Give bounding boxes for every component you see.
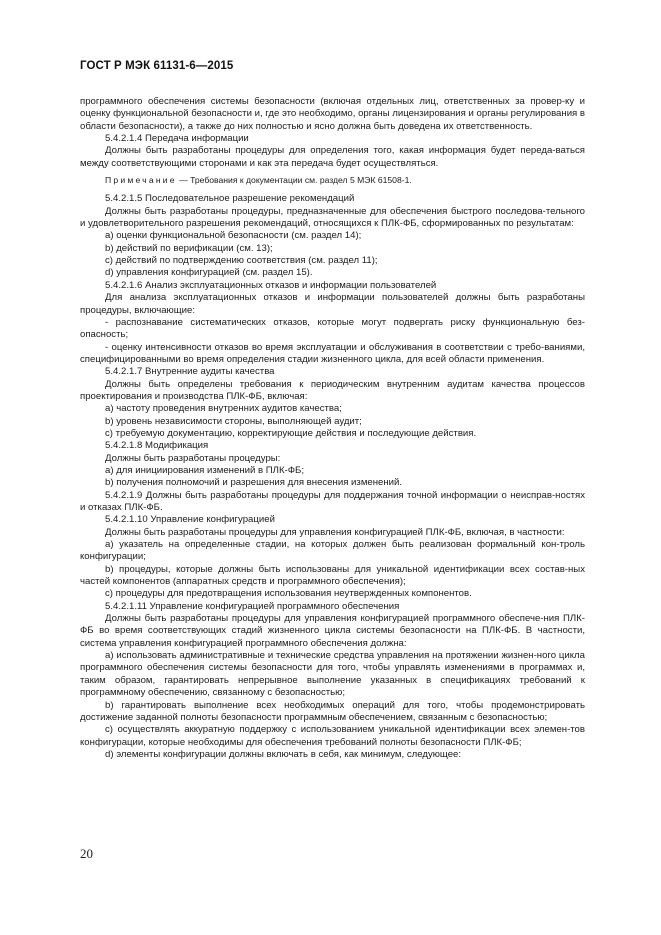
paragraph: Должны быть разработаны процедуры для управления конфигурацией ПЛК-ФБ, включая, в частности: [105,526,565,538]
list-item: a) для инициирования изменений в ПЛК-ФБ; [105,464,304,476]
list-item: c) осуществлять аккуратную поддержку с использованием уникальной идентификации всех элемен-тов конфигурации, которые необходимы для обеспечения требований полноты безопасности ПЛК-ФБ; [80,724,585,748]
paragraph: 5.4.2.1.6 Анализ эксплуатационных отказов и информации пользователей [105,279,437,291]
document-header: ГОСТ Р МЭК 61131-6—2015 [80,60,234,72]
paragraph: 5.4.2.1.9 Должны быть разработаны процедуры для поддержания точной информации о неисправ-ностях и отказах ПЛК-ФБ. [80,489,585,513]
paragraph: 5.4.2.1.7 Внутренние аудиты качества [105,366,275,378]
list-item: - оценку интенсивности отказов во время эксплуатации и обслуживания в соответствии с требо-ваниями, специфицированными во время определения стадии жизненного цикла, для всей области применения. [80,341,585,365]
list-item: a) указатель на определенные стадии, на которых должен быть реализован формальный кон-троль конфигурации; [80,539,585,563]
paragraph: Должны быть разработаны процедуры для определения того, какая информация будет переда-ваться между соответствующими сторонами и как эта передача будет осуществляться. [80,145,585,169]
list-item: a) оценки функциональной безопасности (см. раздел 14); [105,230,362,242]
paragraph: Должны быть разработаны процедуры: [105,452,281,464]
list-item: c) действий по подтверждению соответствия (см. раздел 11); [105,255,378,267]
paragraph: Должны быть разработаны процедуры для управления конфигурацией программного обеспече-ния ПЛК-ФБ во время соответствующих стадий жизненного цикла системы безопасности на ПЛК-ФБ. В частности, система управления конфигурацией программного обеспечения должна: [80,613,585,649]
paragraph: Должны быть определены требования к периодическим внутренним аудитам качества процессов проектирования и производства ПЛК-ФБ, включая: [80,378,585,402]
paragraph: Для анализа эксплуатационных отказов и информации пользователей должны быть разработаны процедуры, включающие: [80,292,585,316]
list-item: b) процедуры, которые должны быть использованы для уникальной идентификации всех состав-ных частей компонентов (аппаратных средств и программного обеспечения); [80,563,585,588]
paragraph: программного обеспечения системы безопасности (включая отдельных лиц, ответственных за провер-ку и оценку функциональной безопасности и, где это необходимо, органы лицензирования и органы регулирования в области безопасности), а также до них полностью и ясно должна быть доведена их ответственность. [80,96,586,132]
paragraph: 5.4.2.1.4 Передача информации [105,133,249,145]
page-number: 20 [80,846,93,861]
list-item: - распознавание систематических отказов, которые могут подвергать риску функциональную без-опасность; [80,316,585,341]
list-item: c) требуемую документацию, корректирующие действия и последующие действия. [105,427,477,439]
list-item: c) процедуры для предотвращения использования неутвержденных компонентов. [105,588,472,600]
paragraph: 5.4.2.1.5 Последовательное разрешение рекомендаций [105,193,355,205]
list-item: b) действий по верификации (см. 13); [105,242,273,254]
list-item: d) элементы конфигурации должны включать в себя, как минимум, следующее: [105,748,462,760]
document-body [80,96,585,761]
list-item: b) получения полномочий и разрешения для внесения изменений. [105,477,403,489]
list-item: a) использовать административные и технические средства управления на протяжении жизнен-ного цикла программного обеспечения системы безопасности для того, чтобы управлять изменениями в программах и, таким образом, гарантировать непрерывное выполнение указанных в спецификациях требований к программному обеспечению, связанному с безопасностью; [80,650,585,699]
list-item: d) управления конфигурацией (см. раздел 15). [105,267,313,279]
paragraph: 5.4.2.1.10 Управление конфигурацией [105,514,275,526]
list-item: b) гарантировать выполнение всех необходимых операций для того, чтобы продемонстрировать достижение заданной полноты безопасности программным обеспечением, связанным с безопасностью; [80,699,585,723]
list-item: b) уровень независимости стороны, выполняющей аудит; [105,415,362,427]
note-text: — Требования к документации см. раздел 5 МЭК 61508-1. [179,175,412,186]
paragraph: 5.4.2.1.11 Управление конфигурацией программного обеспечения [105,600,400,612]
note-label: Примечание [105,175,177,186]
note-paragraph [80,174,585,186]
list-item: a) частоту проведения внутренних аудитов качества; [105,403,342,415]
paragraph: Должны быть разработаны процедуры, предназначенные для обеспечения быстрого последова-тельного и удовлетворительного разрешения рекомендаций, относящихся к ПЛК-ФБ, сформированных по результатам: [80,205,585,230]
paragraph: 5.4.2.1.8 Модификация [105,440,209,452]
